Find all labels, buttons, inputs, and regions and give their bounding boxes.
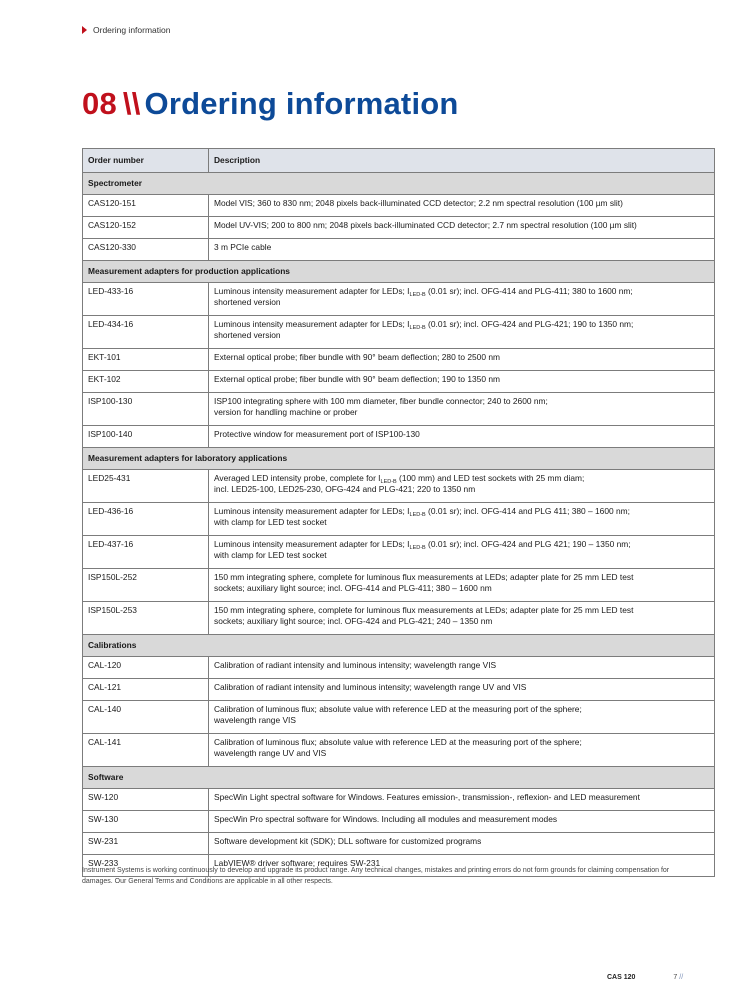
description-header: Description bbox=[209, 149, 715, 173]
description-text: Luminous intensity measurement adapter for LEDs; I bbox=[214, 319, 410, 329]
description-text: (0.01 sr); incl. OFG-424 and PLG-421; 190 to 1350 nm; bbox=[425, 319, 634, 329]
description-text: (0.01 sr); incl. OFG-414 and PLG-411; 380 to 1600 nm; bbox=[425, 286, 633, 296]
description-text: wavelength range VIS bbox=[214, 714, 296, 725]
subscript: LED-B bbox=[409, 292, 426, 298]
subscript: LED-B bbox=[380, 479, 397, 485]
description bbox=[209, 349, 715, 371]
description-text: Averaged LED intensity probe, complete for I bbox=[214, 473, 381, 483]
description-text: (0.01 sr); incl. OFG-424 and PLG 421; 190 – 1350 nm; bbox=[425, 539, 631, 549]
description-text: sockets; auxiliary light source; incl. OFG-424 and PLG-421; 240 – 1350 nm bbox=[214, 615, 493, 626]
table-row bbox=[83, 789, 715, 811]
section-separator: \\ bbox=[122, 86, 141, 121]
description-text: External optical probe; fiber bundle with 90° beam deflection; 280 to 2500 nm bbox=[214, 352, 500, 362]
description bbox=[209, 426, 715, 448]
description-text: LabVIEW® driver software; requires SW-231 bbox=[214, 858, 381, 868]
table-row bbox=[83, 239, 715, 261]
table-row bbox=[83, 734, 715, 767]
order-number: CAL-120 bbox=[83, 657, 209, 679]
description-text: with clamp for LED test socket bbox=[214, 516, 327, 527]
description-text: shortened version bbox=[214, 329, 281, 340]
order-number: CAL-121 bbox=[83, 679, 209, 701]
description-text: Luminous intensity measurement adapter for LEDs; I bbox=[214, 286, 410, 296]
ordering-table bbox=[82, 148, 715, 877]
description-text: (100 mm) and LED test sockets with 25 mm diam; bbox=[396, 473, 585, 483]
table-row bbox=[83, 833, 715, 855]
description bbox=[209, 217, 715, 239]
description bbox=[209, 734, 715, 767]
page-title bbox=[82, 86, 459, 122]
table-row bbox=[83, 426, 715, 448]
breadcrumb-label: Ordering information bbox=[93, 25, 171, 35]
table-row bbox=[83, 679, 715, 701]
section-number: 08 bbox=[82, 86, 117, 121]
table-row bbox=[83, 602, 715, 635]
order-number: CAL-140 bbox=[83, 701, 209, 734]
description-text: version for handling machine or prober bbox=[214, 406, 358, 417]
description bbox=[209, 239, 715, 261]
order-number: LED-437-16 bbox=[83, 536, 209, 569]
subscript: LED-B bbox=[409, 545, 426, 551]
order-number: LED-434-16 bbox=[83, 316, 209, 349]
description bbox=[209, 657, 715, 679]
order-number: LED-436-16 bbox=[83, 503, 209, 536]
description bbox=[209, 789, 715, 811]
description bbox=[209, 503, 715, 536]
description-text: SpecWin Light spectral software for Windows. Features emission-, transmission-, reflexion- and LED measurement bbox=[214, 792, 640, 802]
section-title: Measurement adapters for laboratory applications bbox=[83, 448, 715, 470]
breadcrumb-arrow-icon bbox=[82, 26, 87, 34]
table-row bbox=[83, 316, 715, 349]
description bbox=[209, 371, 715, 393]
section-title: Ordering information bbox=[144, 86, 459, 121]
table-row bbox=[83, 811, 715, 833]
breadcrumb bbox=[82, 25, 170, 35]
description bbox=[209, 602, 715, 635]
footer-product: CAS 120 bbox=[607, 974, 636, 981]
section-title: Measurement adapters for production applications bbox=[83, 261, 715, 283]
order-number-header: Order number bbox=[83, 149, 209, 173]
description-text: Protective window for measurement port of ISP100-130 bbox=[214, 429, 420, 439]
order-number: LED25-431 bbox=[83, 470, 209, 503]
description bbox=[209, 195, 715, 217]
description-text: Model UV-VIS; 200 to 800 nm; 2048 pixels back-illuminated CCD detector; 2.7 nm spectral resolution (100 µm slit) bbox=[214, 220, 637, 230]
description-text: Calibration of radiant intensity and luminous intensity; wavelength range UV and VIS bbox=[214, 682, 527, 692]
description bbox=[209, 316, 715, 349]
description bbox=[209, 701, 715, 734]
table-row bbox=[83, 569, 715, 602]
description-text: ISP100 integrating sphere with 100 mm diameter, fiber bundle connector; 240 to 2600 nm; bbox=[214, 396, 548, 406]
description-text: Calibration of radiant intensity and luminous intensity; wavelength range VIS bbox=[214, 660, 497, 670]
section-title: Software bbox=[83, 767, 715, 789]
footer-slashes: // bbox=[679, 974, 684, 981]
description-text: 3 m PCIe cable bbox=[214, 242, 272, 252]
subscript: LED-B bbox=[409, 325, 426, 331]
order-number: CAS120-152 bbox=[83, 217, 209, 239]
order-number: EKT-102 bbox=[83, 371, 209, 393]
description bbox=[209, 679, 715, 701]
order-number: SW-231 bbox=[83, 833, 209, 855]
order-number: ISP100-140 bbox=[83, 426, 209, 448]
page-footer bbox=[607, 974, 683, 981]
description-text: Software development kit (SDK); DLL software for customized programs bbox=[214, 836, 482, 846]
description-text: Luminous intensity measurement adapter for LEDs; I bbox=[214, 506, 410, 516]
description-text: 150 mm integrating sphere, complete for luminous flux measurements at LEDs; adapter plate for 25 mm LED test bbox=[214, 605, 634, 615]
table-row bbox=[83, 217, 715, 239]
order-number: ISP150L-252 bbox=[83, 569, 209, 602]
table-row bbox=[83, 470, 715, 503]
section-row bbox=[83, 767, 715, 789]
section-title: Spectrometer bbox=[83, 173, 715, 195]
description-text: incl. LED25-100, LED25-230, OFG-424 and PLG-421; 220 to 1350 nm bbox=[214, 483, 476, 494]
order-number: ISP100-130 bbox=[83, 393, 209, 426]
description bbox=[209, 283, 715, 316]
footnote: Instrument Systems is working continuously to develop and upgrade its product range. Any technical changes, mistakes and printing errors do not form grounds for claiming compensation for damages. Our General Terms and Conditions are applicable in all other respects. bbox=[82, 867, 670, 885]
description-text: Calibration of luminous flux; absolute value with reference LED at the measuring port of the sphere; bbox=[214, 704, 582, 714]
subscript: LED-B bbox=[409, 512, 426, 518]
description-text: External optical probe; fiber bundle with 90° beam deflection; 190 to 1350 nm bbox=[214, 374, 500, 384]
description bbox=[209, 393, 715, 426]
order-number: SW-233 bbox=[83, 855, 209, 877]
description bbox=[209, 536, 715, 569]
description-text: 150 mm integrating sphere, complete for luminous flux measurements at LEDs; adapter plate for 25 mm LED test bbox=[214, 572, 634, 582]
description bbox=[209, 470, 715, 503]
table-row bbox=[83, 536, 715, 569]
table-row bbox=[83, 657, 715, 679]
table-row bbox=[83, 349, 715, 371]
table-row bbox=[83, 283, 715, 316]
section-row bbox=[83, 261, 715, 283]
section-title: Calibrations bbox=[83, 635, 715, 657]
section-row bbox=[83, 173, 715, 195]
description-text: Model VIS; 360 to 830 nm; 2048 pixels back-illuminated CCD detector; 2.2 nm spectral resolution (100 µm slit) bbox=[214, 198, 623, 208]
table-row bbox=[83, 393, 715, 426]
table-row bbox=[83, 371, 715, 393]
description-text: Calibration of luminous flux; absolute value with reference LED at the measuring port of the sphere; bbox=[214, 737, 582, 747]
description-text: SpecWin Pro spectral software for Windows. Including all modules and measurement modes bbox=[214, 814, 558, 824]
description-text: sockets; auxiliary light source; incl. OFG-414 and PLG-411; 380 – 1600 nm bbox=[214, 582, 492, 593]
order-number: CAL-141 bbox=[83, 734, 209, 767]
section-row bbox=[83, 635, 715, 657]
order-number: LED-433-16 bbox=[83, 283, 209, 316]
description bbox=[209, 569, 715, 602]
order-number: CAS120-330 bbox=[83, 239, 209, 261]
description-text: shortened version bbox=[214, 296, 281, 307]
page-number: 7 bbox=[673, 974, 678, 981]
order-number: SW-120 bbox=[83, 789, 209, 811]
table-row bbox=[83, 503, 715, 536]
page-number-group bbox=[673, 974, 683, 981]
description bbox=[209, 833, 715, 855]
order-number: SW-130 bbox=[83, 811, 209, 833]
order-number: CAS120-151 bbox=[83, 195, 209, 217]
description-text: wavelength range UV and VIS bbox=[214, 747, 327, 758]
table-row bbox=[83, 195, 715, 217]
description-text: with clamp for LED test socket bbox=[214, 549, 327, 560]
order-number: EKT-101 bbox=[83, 349, 209, 371]
description-text: Luminous intensity measurement adapter for LEDs; I bbox=[214, 539, 410, 549]
section-row bbox=[83, 448, 715, 470]
description-text: (0.01 sr); incl. OFG-414 and PLG 411; 380 – 1600 nm; bbox=[425, 506, 630, 516]
table-header-row bbox=[83, 149, 715, 173]
order-number: ISP150L-253 bbox=[83, 602, 209, 635]
table-row bbox=[83, 701, 715, 734]
description bbox=[209, 811, 715, 833]
